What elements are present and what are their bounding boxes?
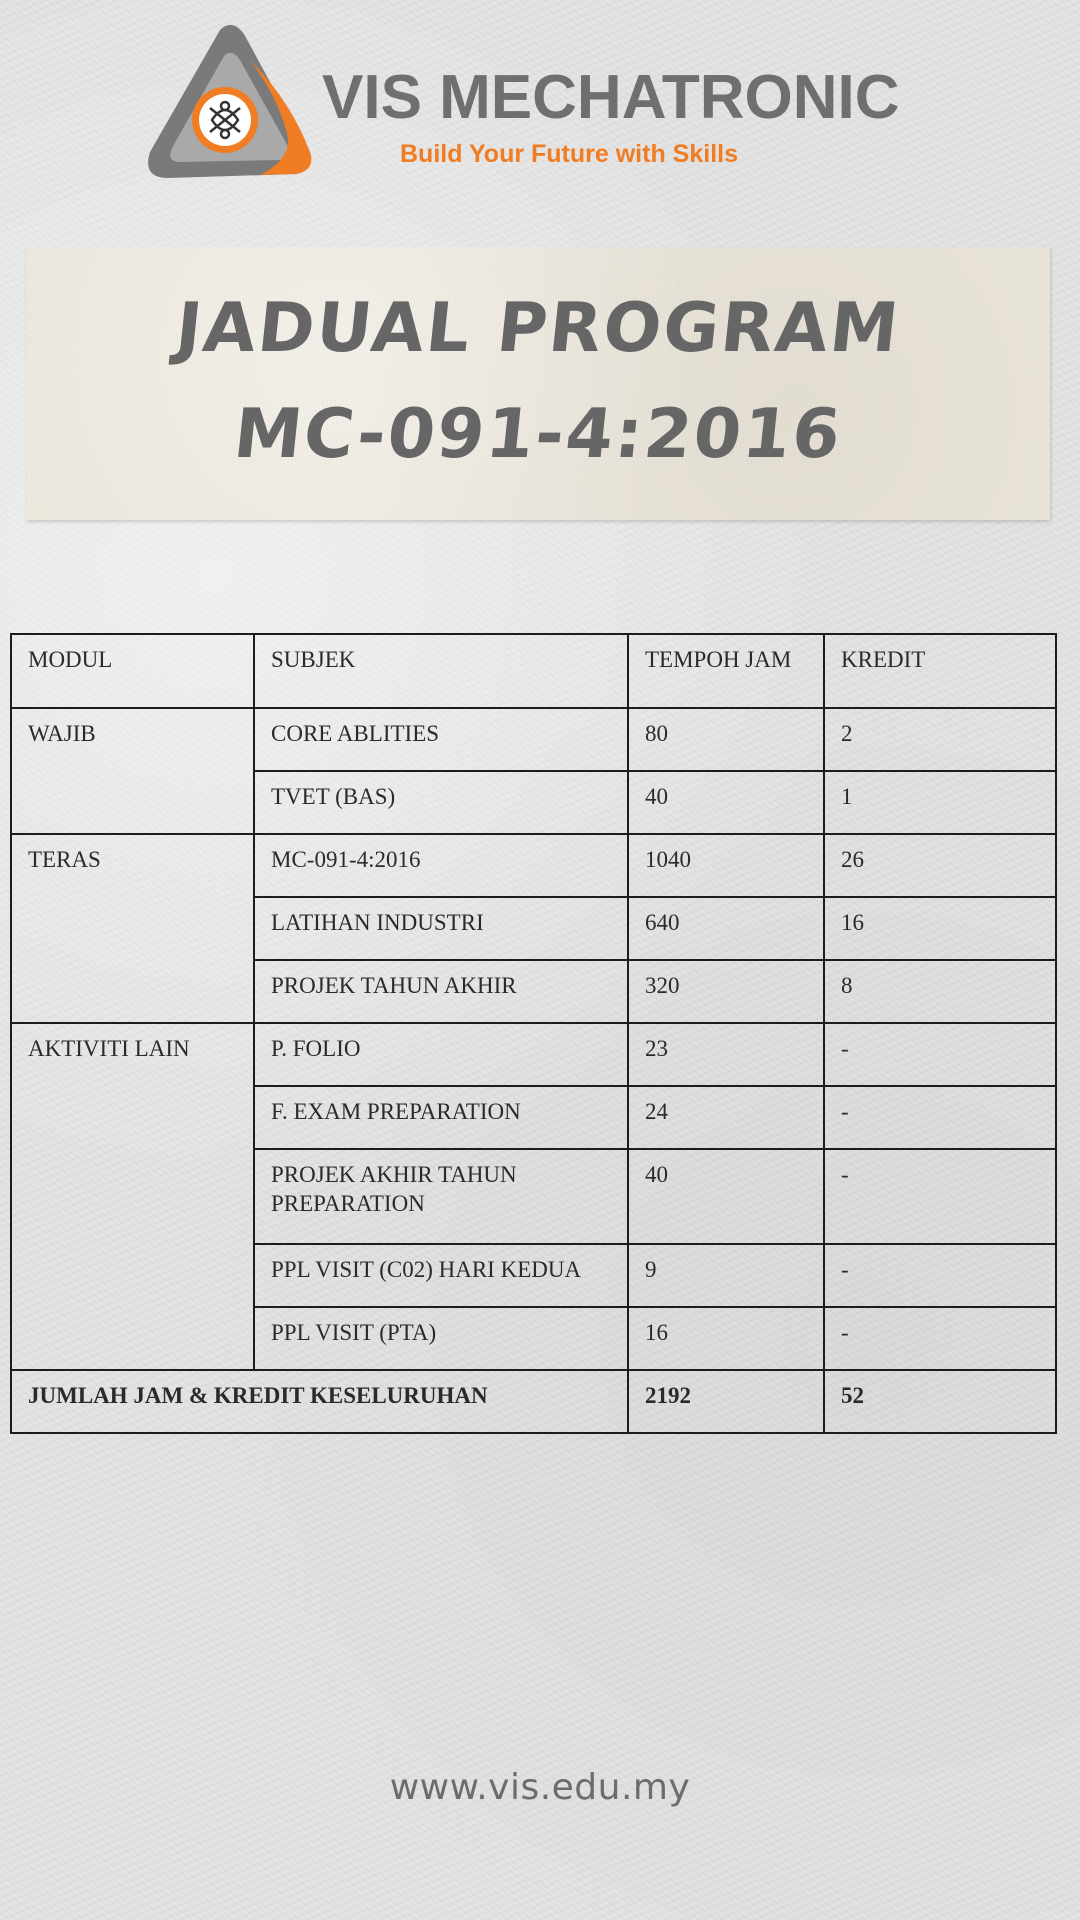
header-modul: MODUL	[11, 634, 254, 708]
brand-header	[140, 20, 940, 190]
kredit-cell: -	[824, 1307, 1056, 1370]
header-tempoh-jam: TEMPOH JAM	[628, 634, 824, 708]
tempoh-jam-cell: 40	[628, 771, 824, 834]
subjek-cell: MC-091-4:2016	[254, 834, 628, 897]
header-kredit: KREDIT	[824, 634, 1056, 708]
subjek-cell: P. FOLIO	[254, 1023, 628, 1086]
banner-program-code: MC-091-4:2016	[230, 395, 846, 474]
program-banner	[26, 247, 1050, 520]
subjek-cell: PROJEK TAHUN AKHIR	[254, 960, 628, 1023]
tempoh-jam-cell: 1040	[628, 834, 824, 897]
kredit-cell: 8	[824, 960, 1056, 1023]
tempoh-jam-cell: 80	[628, 708, 824, 771]
subjek-cell: TVET (BAS)	[254, 771, 628, 834]
brand-name: VIS MECHATRONIC	[322, 63, 900, 132]
subjek-cell: F. EXAM PREPARATION	[254, 1086, 628, 1149]
brand-tagline: Build Your Future with Skills	[400, 140, 738, 168]
tempoh-jam-cell: 16	[628, 1307, 824, 1370]
kredit-cell: -	[824, 1244, 1056, 1307]
subjek-cell: LATIHAN INDUSTRI	[254, 897, 628, 960]
kredit-cell: -	[824, 1149, 1056, 1244]
triangle-knot-logo-icon	[140, 20, 320, 190]
total-tempoh-jam: 2192	[628, 1370, 824, 1433]
kredit-cell: -	[824, 1023, 1056, 1086]
tempoh-jam-cell: 9	[628, 1244, 824, 1307]
tempoh-jam-cell: 23	[628, 1023, 824, 1086]
total-row	[11, 1370, 1056, 1433]
tempoh-jam-cell: 320	[628, 960, 824, 1023]
tempoh-jam-cell: 24	[628, 1086, 824, 1149]
tempoh-jam-cell: 40	[628, 1149, 824, 1244]
website-url[interactable]: www.vis.edu.my	[389, 1767, 691, 1808]
kredit-cell: 26	[824, 834, 1056, 897]
modul-cell: TERAS	[11, 834, 254, 1023]
table-row	[11, 708, 1056, 771]
subjek-cell: PROJEK AKHIR TAHUN PREPARATION	[254, 1149, 628, 1244]
program-schedule-table	[10, 633, 1057, 1434]
kredit-cell: 2	[824, 708, 1056, 771]
total-kredit: 52	[824, 1370, 1056, 1433]
subjek-cell: PPL VISIT (C02) HARI KEDUA	[254, 1244, 628, 1307]
subjek-cell: PPL VISIT (PTA)	[254, 1307, 628, 1370]
header-subjek: SUBJEK	[254, 634, 628, 708]
table-header-row	[11, 634, 1056, 708]
modul-cell: WAJIB	[11, 708, 254, 834]
kredit-cell: 1	[824, 771, 1056, 834]
kredit-cell: -	[824, 1086, 1056, 1149]
banner-title: JADUAL PROGRAM	[172, 289, 904, 368]
subjek-cell: CORE ABLITIES	[254, 708, 628, 771]
modul-cell: AKTIVITI LAIN	[11, 1023, 254, 1370]
kredit-cell: 16	[824, 897, 1056, 960]
table-row	[11, 834, 1056, 897]
table-row	[11, 1023, 1056, 1086]
total-label: JUMLAH JAM & KREDIT KESELURUHAN	[11, 1370, 628, 1433]
tempoh-jam-cell: 640	[628, 897, 824, 960]
